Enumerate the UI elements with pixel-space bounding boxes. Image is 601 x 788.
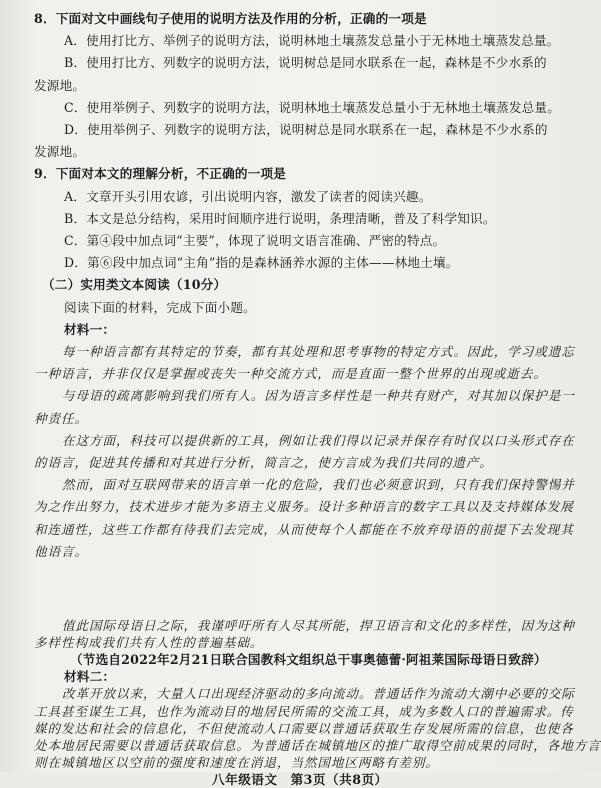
question-9-option-c: C．第④段中加点词“主要”，体现了说明文语言准确、严密的特点。 bbox=[64, 233, 446, 248]
section-heading: （二）实用类文本阅读（10分） bbox=[42, 277, 227, 293]
material-two-para1-line1: 改革开放以来，大量人口出现经济驱动的多向流动。普通话作为流动大潮中必要的交际 bbox=[62, 686, 575, 702]
question-9-stem: 9．下面对本文的理解分析，不正确的一项是 bbox=[34, 166, 287, 182]
question-8-option-d: D．使用举例子、列数字的说明方法，说明树总是同水联系在一起，森林是不少水系的 bbox=[64, 122, 548, 137]
material-one-para2-line2: 种责任。 bbox=[34, 410, 88, 426]
material-one-para3-line2: 的语言，促进其传播和对其进行分析，简言之，使方言成为我们共同的遗产。 bbox=[34, 455, 493, 470]
material-one-para4-line4: 他语言。 bbox=[34, 543, 88, 559]
material-one-para5-line2: 多样性构成我们共有人性的普遍基础。 bbox=[34, 635, 264, 651]
question-9-option-a: A．文章开头引用农谚，引出说明内容，激发了读者的阅读兴趣。 bbox=[64, 188, 432, 204]
material-two-para1-line5: 则在城镇地区以空前的强度和速度在消退，当然国地区两略有差别。 bbox=[34, 754, 439, 770]
material-two-para1-line4: 处本地居民需要以普通话获取信息。为普通话在城镇地区的推广取得空前成果的同时，各地方言 bbox=[34, 737, 601, 753]
page-footer: 八年级语文 第3页（共8页） bbox=[212, 771, 388, 787]
question-8-option-a: A．使用打比方、举例子的说明方法，说明林地土壤蒸发总量小于无林地土壤蒸发总量。 bbox=[64, 33, 560, 49]
material-one-para2-line1: 与母语的疏离影响到我们所有人。因为语言多样性是一种共有财产，对其加以保护是一 bbox=[62, 388, 575, 404]
material-one-para4-line1: 然而，面对互联网带来的语言单一化的危险，我们也必须意识到，只有我们保持警惕并 bbox=[62, 477, 575, 493]
question-8-option-c: C．使用举例子、列数字的说明方法，说明林地土壤蒸发总量小于无林地土壤蒸发总量。 bbox=[64, 99, 560, 115]
material-one-para1-line2: 一种语言，并非仅仅是掌握或丧失一种交流方式，而是直面一整个世界的出现或逝去。 bbox=[34, 366, 547, 382]
material-one-para4-line3: 和连通性，这些工作都有待我们去完成，从而使每个人都能在不放弃母语的前提下去发现其 bbox=[34, 521, 574, 537]
question-8-option-d-cont: 发源地。 bbox=[34, 144, 86, 160]
reading-instruction: 阅读下面的材料，完成下面小题。 bbox=[64, 299, 256, 315]
material-one-para3-line1: 在这方面，科技可以提供新的工具，例如让我们得以记录并保存有时仅以口头形式存在 bbox=[62, 432, 575, 448]
material-one-para5-line1: 值此国际母语日之际，我谨呼吁所有人尽其所能，捍卫语言和文化的多样性，因为这种 bbox=[62, 618, 575, 633]
question-9-option-d: D．第⑥段中加点词“主角”指的是森林涵养水源的主体——林地土壤。 bbox=[64, 255, 459, 271]
question-8-option-b-cont: 发源地。 bbox=[34, 77, 86, 93]
material-two-para1-line2: 工具甚至谋生工具，也作为流动目的地居民所需的交流工具，成为多数人口的普遍需求。传 bbox=[34, 703, 574, 719]
material-one-source: （节选自2022年2月21日联合国教科文组织总干事奥德蕾·阿祖莱国际母语日致辞） bbox=[70, 652, 547, 668]
question-9-option-b: B．本文是总分结构，采用时间顺序进行说明，条理清晰，普及了科学知识。 bbox=[64, 210, 496, 226]
material-one-para1-line1: 每一种语言都有其特定的节奏，都有其处理和思考事物的特定方式。因此，学习或遗忘 bbox=[62, 344, 575, 359]
material-one-para4-line2: 为之作出努力，技术进步才能为多语主义服务。设计多种语言的数字工具以及支持媒体发展 bbox=[34, 499, 574, 515]
question-8-stem: 8．下面对文中画线句子使用的说明方法及作用的分析，正确的一项是 bbox=[34, 11, 427, 26]
material-two-para1-line3: 媒的发达和社会的信息化，不但使流动人口需要以普通话获取生存发展所需的信息，也使各 bbox=[34, 720, 574, 736]
material-two-label: 材料二： bbox=[64, 669, 116, 685]
material-one-label: 材料一： bbox=[64, 321, 116, 337]
question-8-option-b: B．使用打比方、列数字的说明方法，说明树总是同水联系在一起，森林是不少水系的 bbox=[64, 55, 547, 71]
